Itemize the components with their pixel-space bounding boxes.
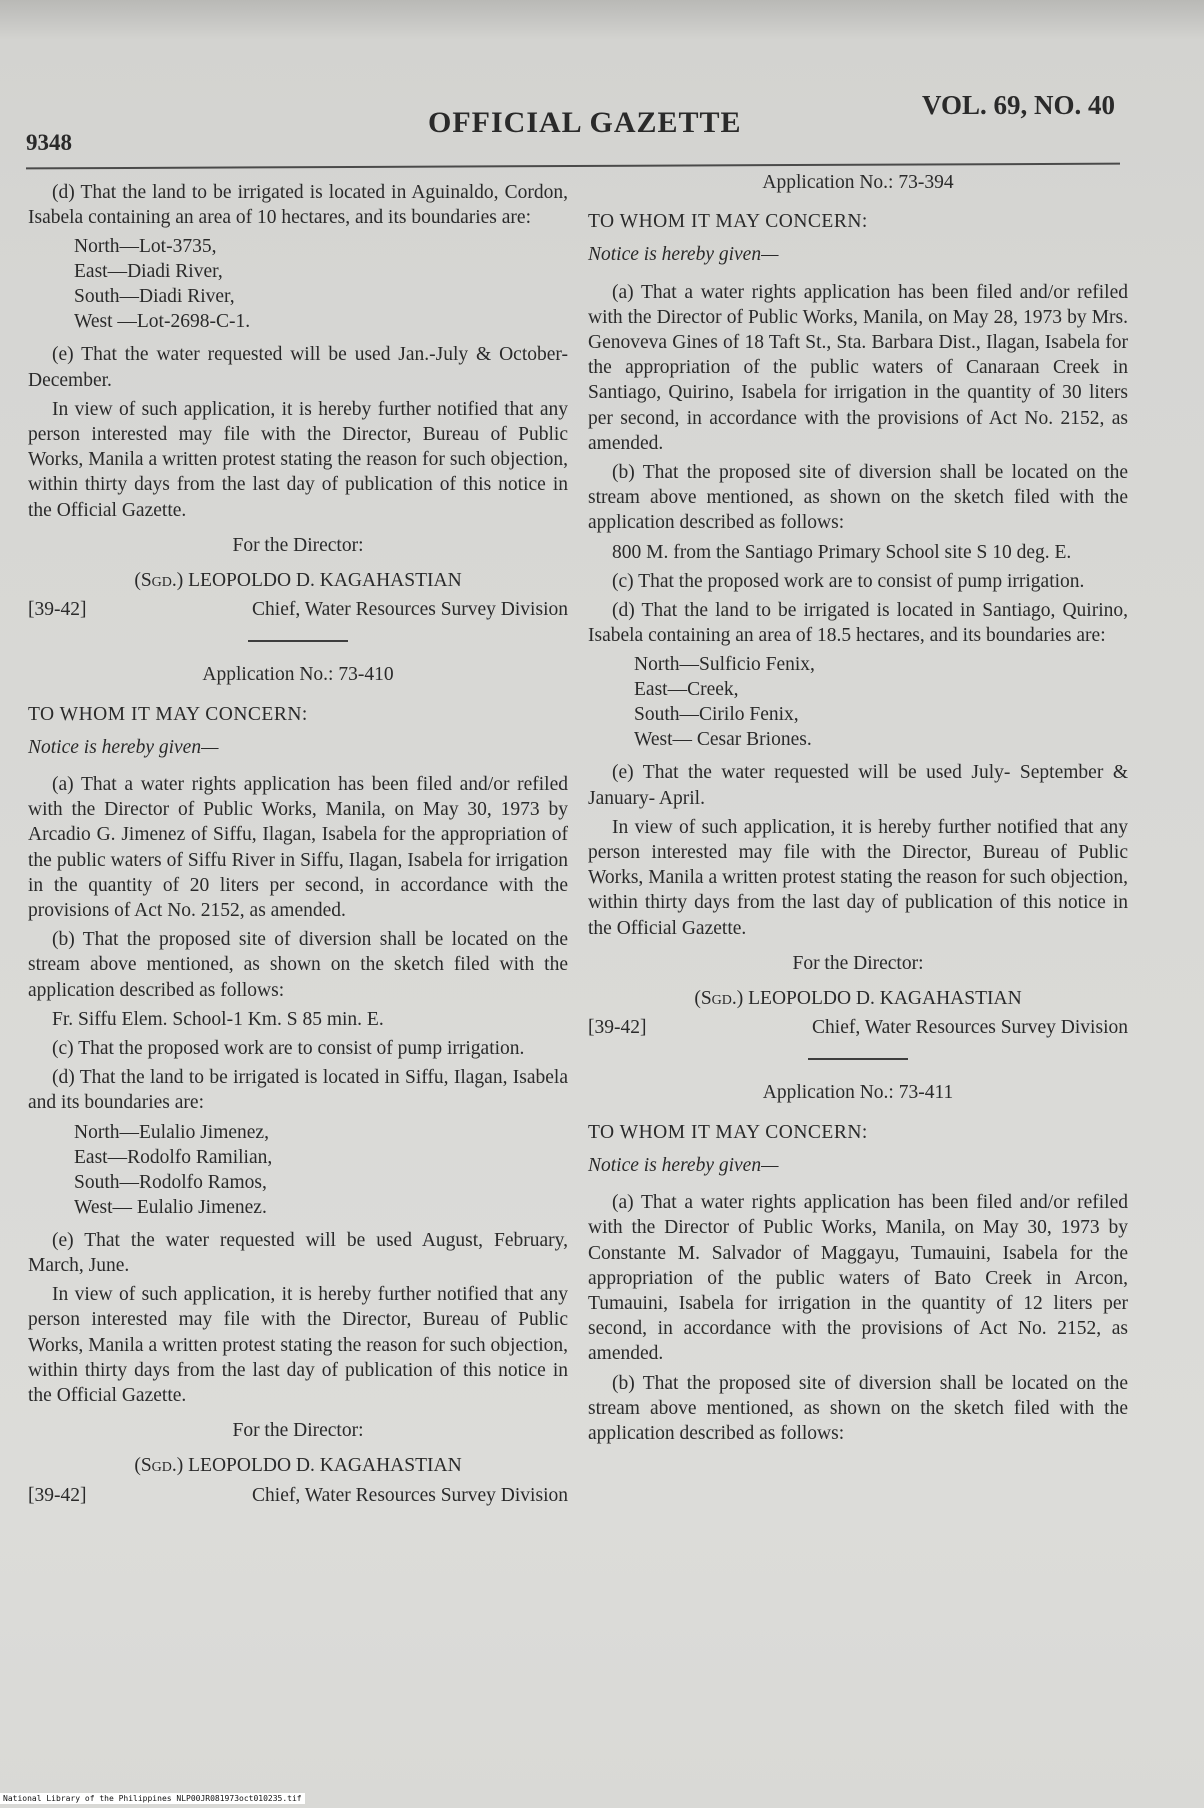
notice-given: Notice is hereby given— [28,736,219,758]
chief-title: Chief, Water Resources Survey Division [812,1017,1128,1039]
left-column [28,180,568,1508]
to-whom: TO WHOM IT MAY CONCERN: [588,211,868,233]
for-director: For the Director: [232,1420,364,1442]
notice-given: Notice is hereby given— [588,1154,779,1176]
chief-title: Chief, Water Resources Survey Division [252,599,568,621]
boundary-north: North—Sulficio Fenix, [634,654,815,676]
boundaries-list [74,1120,568,1220]
paragraph-d: (d) That the land to be irrigated is located in Aguinaldo, Cordon, Isabela containing an area of 10 hectares, and its boundaries are: [28,182,568,229]
header-rule [26,163,1120,170]
boundary-south: South—Cirilo Fenix, [634,704,799,726]
application-number: Application No.: 73-410 [202,664,394,686]
boundary-west: West— Eulalio Jimenez. [74,1196,267,1218]
signature-line [588,1015,1128,1040]
paragraph-c: (c) That the proposed work are to consist of pump irrigation. [612,570,1085,592]
boundary-north: North—Lot-3735, [74,236,217,258]
signatory: (Sgd.) LEOPOLDO D. KAGAHASTIAN [694,988,1022,1010]
paragraph-c: (c) That the proposed work are to consist of pump irrigation. [52,1038,525,1060]
paragraph-a: (a) That a water rights application has been filed and/or refiled with the Director of Public Works, Manila, on May 30, 1973 by Arcadio G. Jimenez of Siffu, Ilagan, Isabela for the appropriation of the public waters of Siffu River in Siffu, Ilagan, Isabela for irrigation in the quantity of 20 liters per second, in accordance with the provisions of Act No. 2152, as amended. [28,774,568,922]
issue-ref: [39-42] [28,1484,87,1506]
signatory: (Sgd.) LEOPOLDO D. KAGAHASTIAN [134,570,462,592]
application-number: Application No.: 73-394 [762,172,954,193]
paragraph-e: (e) That the water requested will be used Jan.-July & October-December. [28,344,568,391]
gazette-title: OFFICIAL GAZETTE [428,106,742,139]
paragraph-e: (e) That the water requested will be used July- September & January- April. [588,762,1128,809]
paragraph-view: In view of such application, it is hereby further notified that any person interested may file with the Director, Bureau of Public Works, Manila a written protest stating the reason for such objection, within thirty days from the last day of publication of this notice in the Official Gazette. [28,1284,568,1406]
chief-title: Chief, Water Resources Survey Division [252,1484,568,1506]
boundary-east: East—Rodolfo Ramilian, [74,1146,273,1168]
paragraph-a: (a) That a water rights application has been filed and/or refiled with the Director of Public Works, Manila, on May 30, 1973 by Constante M. Salvador of Maggayu, Tumauini, Isabela for the appropriation of the public waters of Bato Creek in Arcon, Tumauini, Isabela for irrigation in the quantity of 12 liters per second, in accordance with the provisions of Act No. 2152, as amended. [588,1192,1128,1365]
scan-footer: National Library of the Philippines NLP00JR081973oct010235.tif [0,1793,305,1804]
paragraph-d: (d) That the land to be irrigated is located in Siffu, Ilagan, Isabela and its boundaries are: [28,1067,568,1114]
signatory: (Sgd.) LEOPOLDO D. KAGAHASTIAN [134,1455,462,1477]
application-number: Application No.: 73-411 [762,1082,954,1104]
boundary-west: West —Lot-2698-C-1. [74,311,251,333]
boundary-east: East—Creek, [634,679,739,701]
boundaries-list [74,234,568,334]
right-column [588,170,1128,1450]
separator [248,640,348,642]
notice-given: Notice is hereby given— [588,244,779,266]
for-director: For the Director: [232,534,364,556]
to-whom: TO WHOM IT MAY CONCERN: [28,703,308,725]
boundary-east: East—Diadi River, [74,261,223,283]
boundaries-list [634,652,1128,752]
signature-line [28,597,568,622]
issue-ref: [39-42] [588,1017,647,1039]
paragraph-view: In view of such application, it is hereby further notified that any person interested may file with the Director, Bureau of Public Works, Manila a written protest stating the reason for such objection, within thirty days from the last day of publication of this notice in the Official Gazette. [28,398,568,521]
for-director: For the Director: [792,952,924,974]
paragraph-view: In view of such application, it is hereby further notified that any person interested may file with the Director, Bureau of Public Works, Manila a written protest stating the reason for such objection, within thirty days from the last day of publication of this notice in the Official Gazette. [588,816,1128,939]
paragraph-b: (b) That the proposed site of diversion shall be located on the stream above mentioned, as shown on the sketch filed with the application described as follows: [588,1372,1128,1444]
boundary-north: North—Eulalio Jimenez, [74,1121,269,1143]
page-number: 9348 [26,130,72,155]
paragraph-d: (d) That the land to be irrigated is located in Santiago, Quirino, Isabela containing an area of 18.5 hectares, and its boundaries are: [588,600,1128,647]
boundary-west: West— Cesar Briones. [634,729,812,751]
volume-number: VOL. 69, NO. 40 [922,90,1115,120]
boundary-south: South—Rodolfo Ramos, [74,1171,267,1193]
to-whom: TO WHOM IT MAY CONCERN: [588,1121,868,1143]
diversion-site: Fr. Siffu Elem. School-1 Km. S 85 min. E. [52,1008,384,1030]
boundary-south: South—Diadi River, [74,286,235,308]
paragraph-e: (e) That the water requested will be used August, February, March, June. [28,1229,568,1276]
issue-ref: [39-42] [28,599,87,621]
separator [808,1058,908,1060]
paragraph-b: (b) That the proposed site of diversion shall be located on the stream above mentioned, as shown on the sketch filed with the application described as follows: [28,929,568,1001]
diversion-site: 800 M. from the Santiago Primary School site S 10 deg. E. [612,541,1072,563]
page-header [26,90,1126,160]
paragraph-a: (a) That a water rights application has been filed and/or refiled with the Director of Public Works, Manila, on May 28, 1973 by Mrs. Genoveva Gines of 18 Taft St., Sta. Barbara Dist., Ilagan, Isabela for the appropriation of the public waters of Canaraan Creek in Santiago, Quirino, Isabela for irrigation in the quantity of 30 liters per second, in accordance with the provisions of Act No. 2152, as amended. [588,281,1128,454]
signature-line [28,1483,568,1508]
paragraph-b: (b) That the proposed site of diversion shall be located on the stream above mentioned, as shown on the sketch filed with the application described as follows: [588,462,1128,534]
